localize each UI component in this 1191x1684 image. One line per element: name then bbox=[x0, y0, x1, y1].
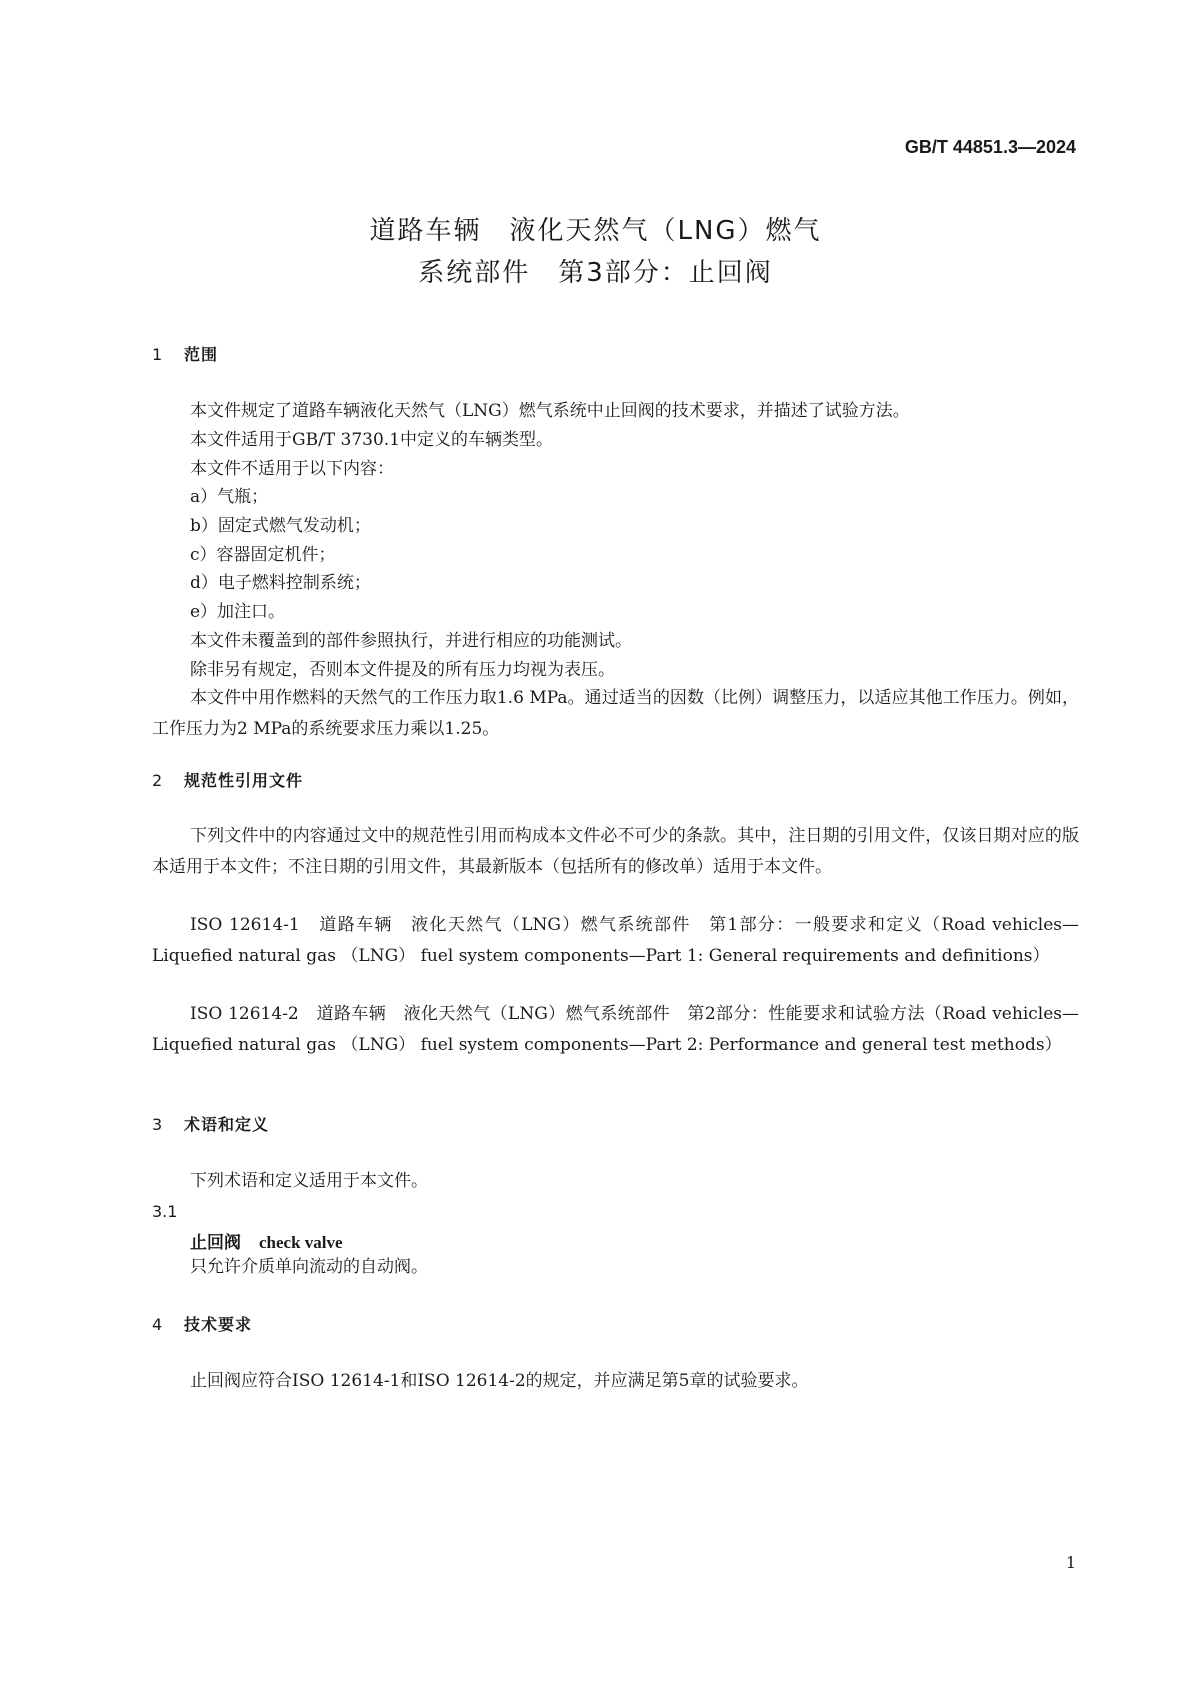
title-line-2: 系统部件 第3部分：止回阀 bbox=[418, 258, 773, 288]
normative-reference-2: ISO 12614-2 道路车辆 液化天然气（LNG）燃气系统部件 第2部分：性能要求和试验方法（Road vehicles—Liquefied natural gas （LNG） fuel system components—Part 2: Performance and general test methods） bbox=[152, 1004, 1079, 1055]
doc-number: GB/T 44851.3—2024 bbox=[904, 137, 1076, 157]
section-1-paragraph-6: 本文件中用作燃料的天然气的工作压力取1.6 MPa。通过适当的因数（比例）调整压力，以适应其他工作压力。例如，工作压力为2 MPa的系统要求压力乘以1.25。 bbox=[152, 688, 1079, 739]
term-definition: 只允许介质单向流动的自动阀。 bbox=[190, 1257, 428, 1277]
section-1-paragraph-5: 除非另有规定，否则本文件提及的所有压力均视为表压。 bbox=[190, 660, 615, 680]
section-4-paragraph-1: 止回阀应符合ISO 12614-1和ISO 12614-2的规定，并应满足第5章的试验要求。 bbox=[190, 1371, 809, 1391]
section-4-title: 技术要求 bbox=[184, 1315, 253, 1334]
section-2-paragraph-1: 下列文件中的内容通过文中的规范性引用而构成本文件必不可少的条款。其中，注日期的引用文件，仅该日期对应的版本适用于本文件；不注日期的引用文件，其最新版本（包括所有的修改单）适用于本文件。 bbox=[152, 826, 1079, 877]
list-item-b: b）固定式燃气发动机； bbox=[190, 516, 371, 536]
title-line-1: 道路车辆 液化天然气（LNG）燃气 bbox=[369, 216, 822, 246]
section-1-number: 1 bbox=[152, 345, 164, 364]
section-3-paragraph-1: 下列术语和定义适用于本文件。 bbox=[190, 1171, 428, 1191]
section-2-heading bbox=[152, 768, 303, 791]
list-item-c: c）容器固定机件； bbox=[190, 545, 336, 565]
term-chinese: 止回阀 bbox=[190, 1233, 241, 1253]
section-1-paragraph-2: 本文件适用于GB/T 3730.1中定义的车辆类型。 bbox=[190, 430, 554, 450]
list-item-a: a）气瓶； bbox=[190, 487, 269, 507]
section-3-number: 3 bbox=[152, 1115, 164, 1134]
list-item-d: d）电子燃料控制系统； bbox=[190, 573, 371, 593]
section-4-heading bbox=[152, 1312, 252, 1335]
page-number: 1 bbox=[1065, 1553, 1076, 1572]
section-1-paragraph-1: 本文件规定了道路车辆液化天然气（LNG）燃气系统中止回阀的技术要求，并描述了试验方法。 bbox=[190, 401, 910, 421]
subsection-number: 3.1 bbox=[152, 1202, 178, 1221]
normative-reference-1: ISO 12614-1 道路车辆 液化天然气（LNG）燃气系统部件 第1部分：一般要求和定义（Road vehicles—Liquefied natural gas （LNG） fuel system components—Part 1: General requirements and definitions） bbox=[152, 915, 1079, 966]
term-english: check valve bbox=[259, 1233, 343, 1252]
term-entry bbox=[190, 1228, 343, 1253]
section-4-number: 4 bbox=[152, 1315, 164, 1334]
section-1-title: 范围 bbox=[184, 345, 219, 364]
list-item-e: e）加注口。 bbox=[190, 602, 286, 622]
section-3-heading bbox=[152, 1112, 269, 1135]
section-3-title: 术语和定义 bbox=[184, 1115, 270, 1134]
section-2-number: 2 bbox=[152, 771, 164, 790]
section-1-paragraph-4: 本文件未覆盖到的部件参照执行，并进行相应的功能测试。 bbox=[190, 631, 632, 651]
section-1-heading bbox=[152, 342, 218, 365]
section-2-title: 规范性引用文件 bbox=[184, 771, 304, 790]
section-1-paragraph-3: 本文件不适用于以下内容： bbox=[190, 459, 394, 479]
